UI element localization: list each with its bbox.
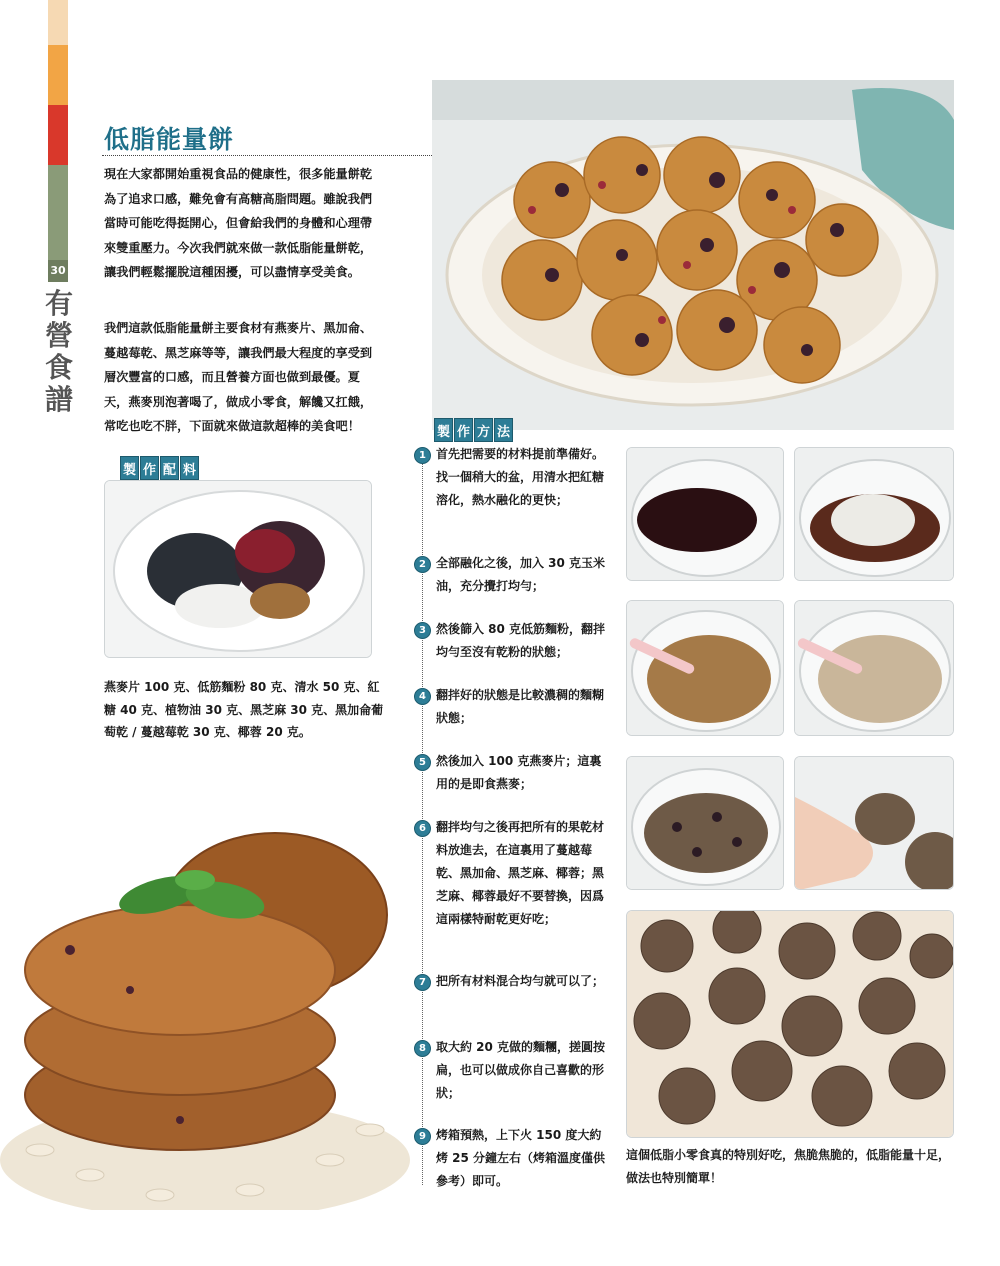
- section-char: 營: [44, 319, 73, 352]
- photo-caption: 這個低脂小零食真的特別好吃，焦脆焦脆的，低脂能量十足，做法也特別簡單！: [626, 1148, 951, 1185]
- step-number-badge: 4: [414, 688, 431, 705]
- oats-mix-photo: [794, 600, 954, 736]
- label-char: 法: [494, 418, 513, 442]
- intro-paragraph: 現在大家都開始重視食品的健康性，很多能量餅乾為了追求口感，難免會有高糖高脂問題。雖說我們當時可能吃得挺開心，但會給我們的身體和心理帶來雙重壓力。今次我們就來做一款低脂能量餅乾，讓我們輕鬆擺脫這種困擾，可以盡情享受美食。: [104, 167, 373, 279]
- step-6: [414, 816, 606, 931]
- label-char: 製: [120, 456, 139, 480]
- step-number-badge: 5: [414, 754, 431, 771]
- baking-tray-photo: [626, 910, 954, 1138]
- article-title: 低脂能量餅: [104, 125, 235, 154]
- cookie-plate-photo: [432, 80, 954, 430]
- section-title-vertical: [44, 288, 74, 416]
- step-9: [414, 1124, 606, 1193]
- step-4: [414, 684, 606, 730]
- shaping-photo: [794, 756, 954, 890]
- label-char: 配: [160, 456, 179, 480]
- label-char: 作: [140, 456, 159, 480]
- ingredients-label: [120, 456, 199, 480]
- step-text: 翻拌好的狀態是比較濃稠的麵糊狀態；: [436, 688, 605, 725]
- method-label: [434, 418, 513, 442]
- step-number-badge: 2: [414, 556, 431, 573]
- step-text: 烤箱預熱，上下火 150 度大約烤 25 分鐘左右（烤箱溫度僅供參考）即可。: [436, 1128, 606, 1188]
- step-3: [414, 618, 606, 664]
- step-text: 然後加入 100 克燕麥片；這裏用的是即食燕麥；: [436, 754, 602, 791]
- step-text: 全部融化之後，加入 30 克玉米油，充分攪打均勻；: [436, 556, 606, 593]
- step-text: 取大約 20 克做的麵糰，搓圓按扁，也可以做成你自己喜歡的形狀；: [436, 1040, 606, 1100]
- step-text: 把所有材料混合均勻就可以了；: [436, 974, 605, 988]
- step-number-badge: 1: [414, 447, 431, 464]
- fruit-mix-photo: [626, 756, 784, 890]
- flour-bowl-photo: [794, 447, 954, 581]
- step-2: [414, 552, 606, 598]
- cookie-stack-photo: [0, 820, 410, 1210]
- step-number-badge: 9: [414, 1128, 431, 1145]
- color-strip-2: [48, 45, 68, 105]
- section-char: 有: [44, 287, 73, 320]
- step-number-badge: 7: [414, 974, 431, 991]
- step-8: [414, 1036, 606, 1105]
- step-text: 翻拌均勻之後再把所有的果乾材料放進去，在這裏用了蔓越莓乾、黑加侖、黑芝麻、椰蓉；黑芝麻、椰蓉最好不要替換，因爲這兩樣特耐乾更好吃；: [436, 820, 605, 926]
- color-strip-1: [48, 0, 68, 45]
- label-char: 料: [180, 456, 199, 480]
- intro-paragraph-2: 我們這款低脂能量餅主要食材有燕麥片、黑加侖、蔓越莓乾、黑芝麻等等，讓我們最大程度的享受到層次豐富的口感，而且營養方面也做到最優。夏天，燕麥別泡著喝了，做成小零食，解饞又扛餓，常吃也吃不胖，下面就來做這款超棒的美食吧！: [104, 321, 373, 433]
- step-5: [414, 750, 606, 796]
- title-divider: [102, 155, 456, 156]
- label-char: 方: [474, 418, 493, 442]
- step-7: [414, 970, 606, 993]
- sugar-water-photo: [626, 447, 784, 581]
- batter-photo: [626, 600, 784, 736]
- step-number-badge: 8: [414, 1040, 431, 1057]
- color-strip-3: [48, 105, 68, 165]
- ingredients-text: 燕麥片 100 克、低筋麵粉 80 克、清水 50 克、紅糖 40 克、植物油 30 克、黑芝麻 30 克、黑加侖葡萄乾 / 蔓越莓乾 30 克、椰蓉 20 克。: [104, 680, 384, 739]
- step-text: 首先把需要的材料提前準備好。找一個稍大的盆，用清水把紅糖溶化，熱水融化的更快；: [436, 447, 605, 507]
- label-char: 作: [454, 418, 473, 442]
- label-char: 製: [434, 418, 453, 442]
- section-char: 食: [44, 351, 73, 384]
- step-1: [414, 443, 606, 512]
- page-number: 30: [48, 260, 68, 282]
- ingredient-bowl-photo: [104, 480, 372, 658]
- step-number-badge: 6: [414, 820, 431, 837]
- section-char: 譜: [44, 383, 73, 416]
- step-number-badge: 3: [414, 622, 431, 639]
- color-strip-4: [48, 165, 68, 260]
- step-text: 然後篩入 80 克低筋麵粉，翻拌均勻至沒有乾粉的狀態；: [436, 622, 606, 659]
